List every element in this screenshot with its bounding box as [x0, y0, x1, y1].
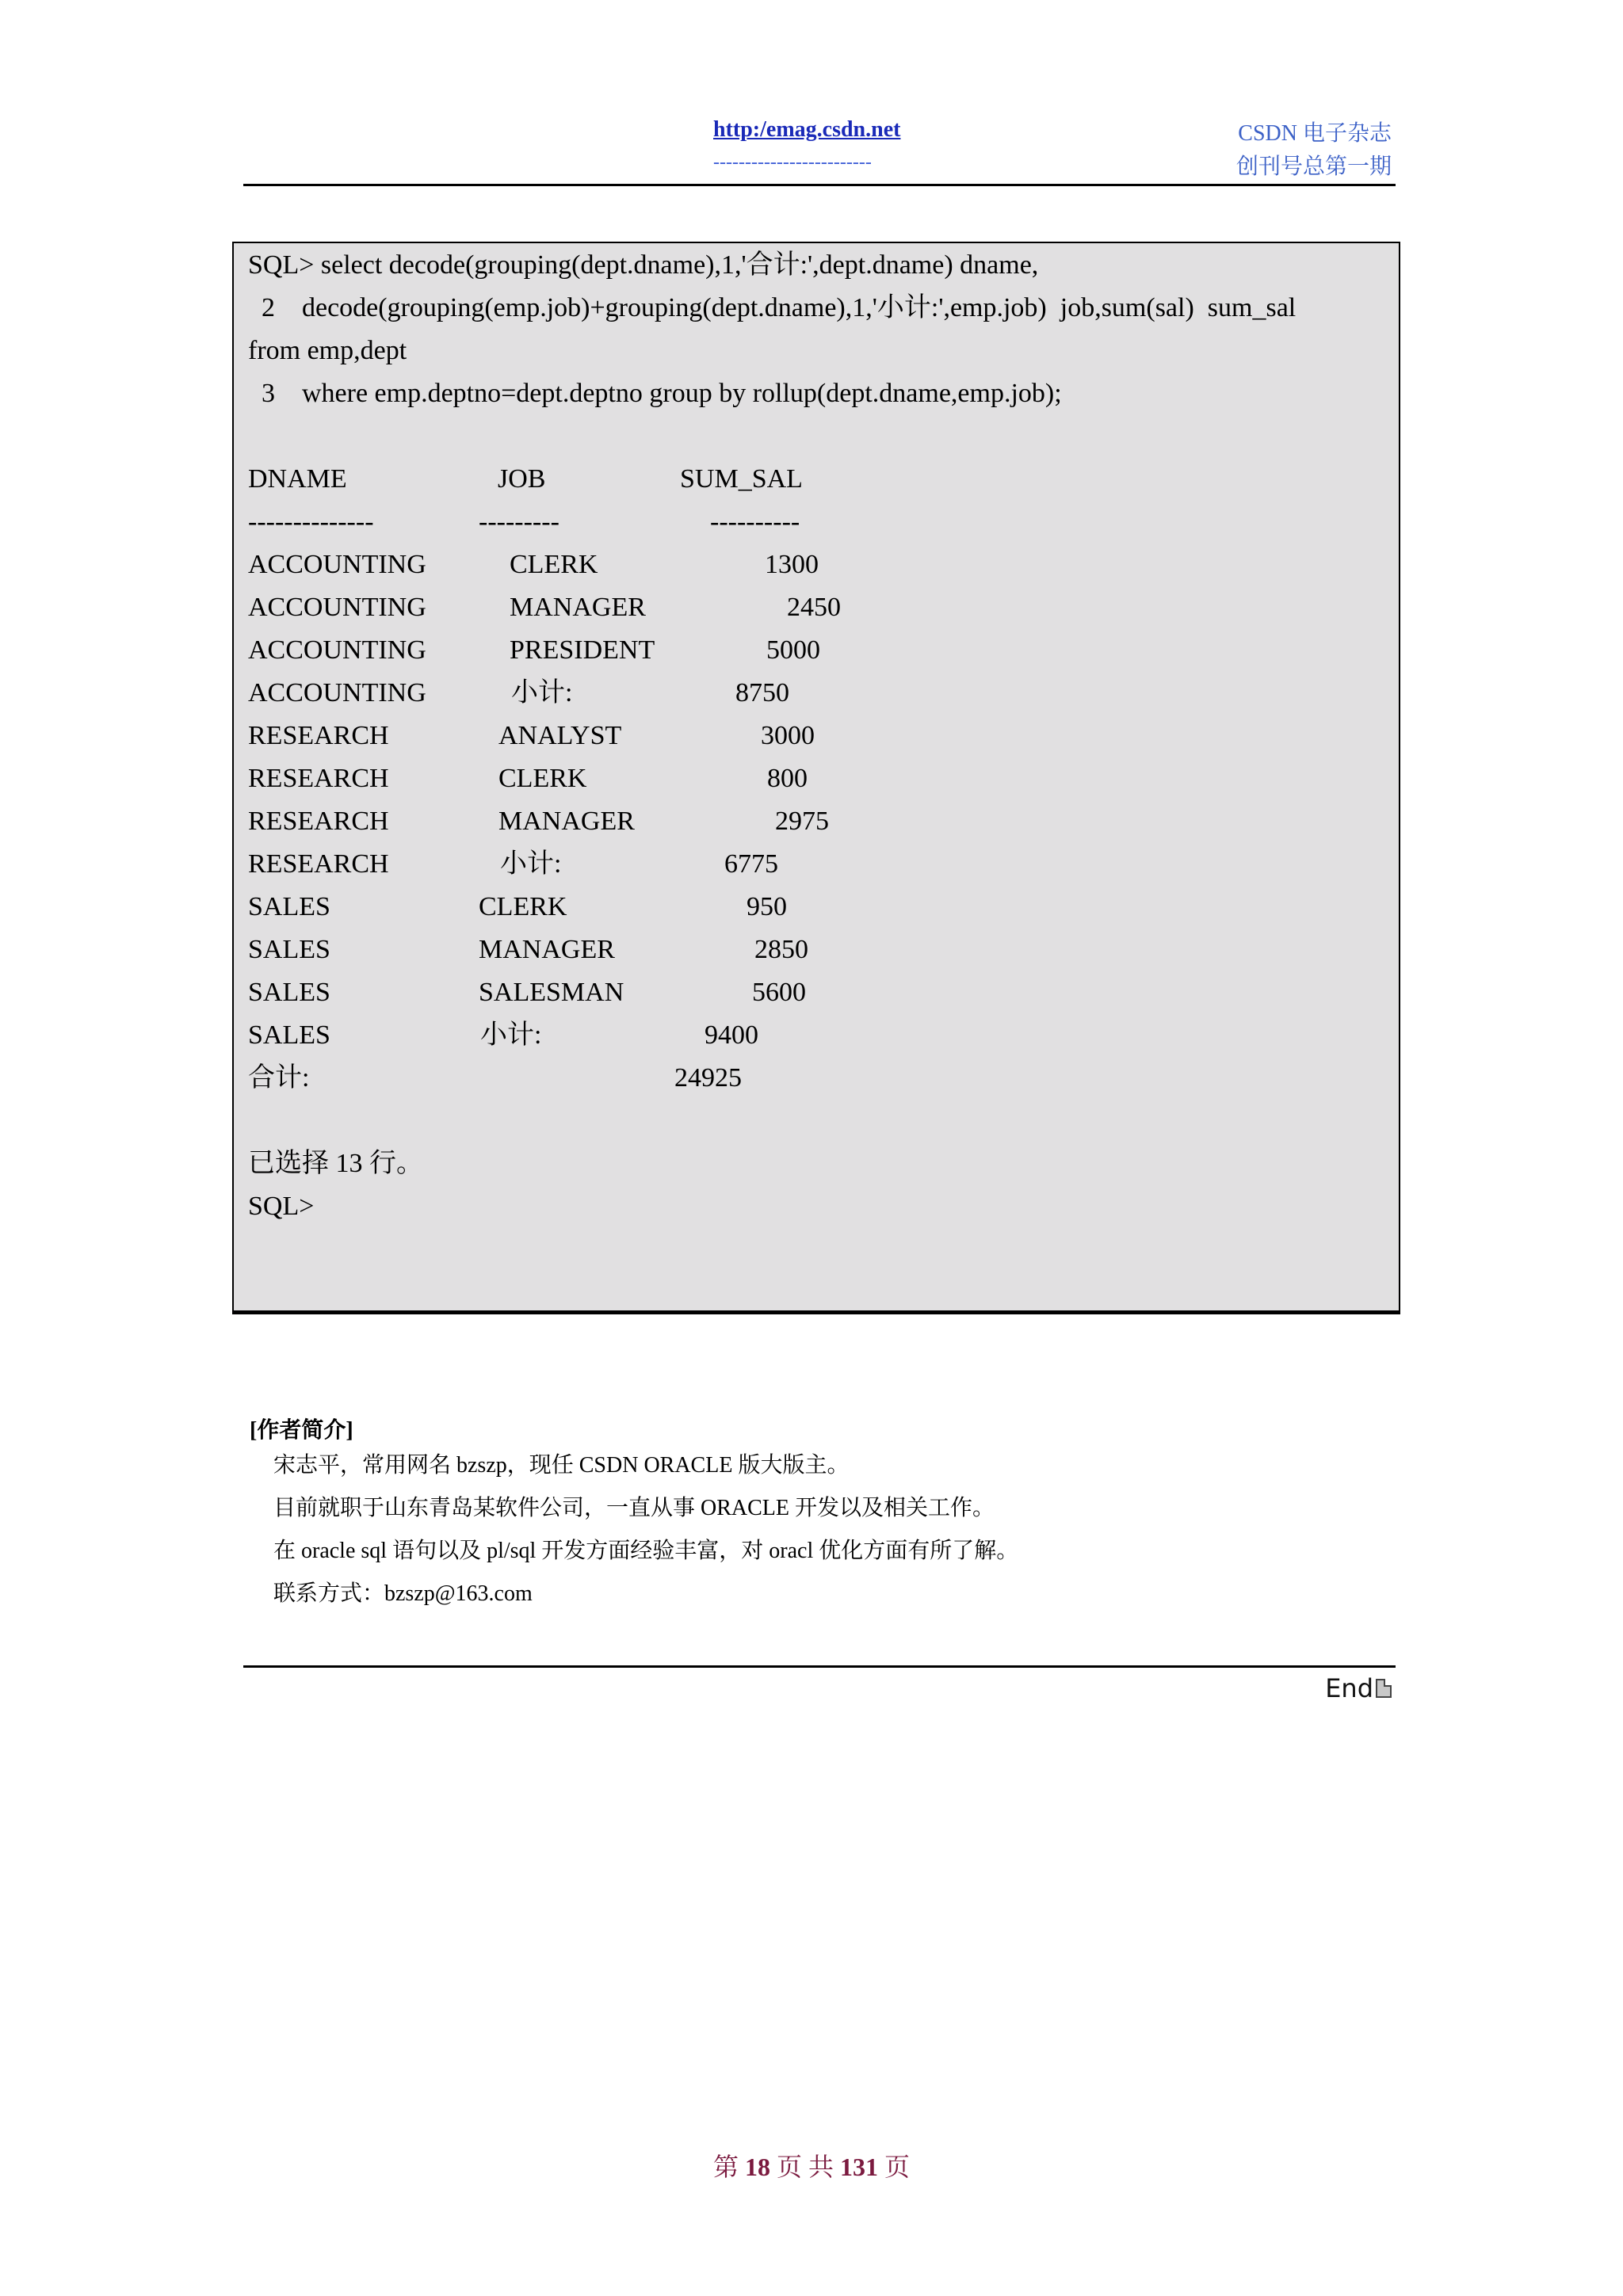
header-url-link[interactable]: http:/emag.csdn.net [713, 117, 901, 142]
cell-dname: SALES [248, 1020, 330, 1050]
rows-selected-message: 已选择 13 行。 [248, 1149, 423, 1178]
sql-line-3: from emp,dept [248, 336, 407, 365]
separator-dname: -------------- [248, 507, 374, 536]
cell-job: 小计: [480, 1020, 542, 1050]
author-bio-line: 目前就职于山东青岛某软件公司，一直从事 ORACLE 开发以及相关工作。 [273, 1496, 995, 1520]
total-page-count: 131 [840, 2153, 879, 2181]
column-header-job: JOB [498, 464, 546, 494]
cell-sum-sal: 8750 [735, 678, 789, 707]
cell-sum-sal: 5000 [766, 635, 820, 665]
header-divider [243, 184, 1396, 186]
header-magazine-info [1236, 117, 1392, 184]
cell-dname: ACCOUNTING [248, 678, 426, 707]
end-label: End [1325, 1673, 1373, 1703]
cell-job: 小计: [500, 849, 562, 879]
cell-sum-sal: 950 [747, 892, 787, 921]
footer-di: 第 [712, 2153, 739, 2181]
cell-job: CLERK [498, 764, 587, 793]
footer-ye: 页 [776, 2153, 802, 2181]
cell-sum-sal: 800 [767, 764, 808, 793]
cell-sum-sal: 1300 [765, 550, 819, 579]
cell-dname: RESEARCH [248, 807, 389, 836]
cell-dname: ACCOUNTING [248, 550, 426, 579]
cell-job: ANALYST [498, 721, 622, 750]
cell-sum-sal: 6775 [724, 849, 778, 879]
cell-job: SALESMAN [479, 978, 624, 1007]
cell-dname: RESEARCH [248, 721, 389, 750]
footer-gong: 共 [808, 2153, 834, 2181]
column-header-sum-sal: SUM_SAL [680, 464, 803, 494]
cell-sum-sal: 3000 [761, 721, 815, 750]
cell-dname: RESEARCH [248, 764, 389, 793]
cell-dname: SALES [248, 892, 330, 921]
separator-job: --------- [479, 507, 559, 536]
cell-job: MANAGER [479, 935, 615, 964]
footer-ye-2: 页 [884, 2153, 911, 2181]
current-page-number: 18 [744, 2153, 770, 2181]
cell-job: CLERK [479, 892, 567, 921]
cell-sum-sal: 24925 [674, 1063, 742, 1093]
author-heading: [作者简介] [250, 1418, 353, 1443]
cell-dname: ACCOUNTING [248, 593, 426, 622]
cell-sum-sal: 9400 [705, 1020, 758, 1050]
column-header-dname: DNAME [248, 464, 347, 494]
sql-line-4: 3 where emp.deptno=dept.deptno group by rollup(dept.dname,emp.job); [248, 379, 1062, 408]
author-bio-line: 在 oracle sql 语句以及 pl/sql 开发方面经验丰富，对 oracl 优化方面有所了解。 [273, 1539, 1019, 1563]
magazine-title: CSDN 电子杂志 [1238, 121, 1392, 146]
cell-sum-sal: 2975 [775, 807, 829, 836]
sql-prompt: SQL> [248, 1192, 315, 1221]
author-contact: 联系方式：bzszp@163.com [273, 1581, 533, 1606]
cell-job: PRESIDENT [510, 635, 655, 665]
cell-job: CLERK [510, 550, 598, 579]
cell-job: MANAGER [510, 593, 646, 622]
separator-sum-sal: ---------- [710, 507, 800, 536]
cell-job: 小计: [511, 678, 573, 707]
sql-output-box [232, 242, 1400, 1314]
page-number-footer [0, 2147, 1623, 2183]
cell-dname: ACCOUNTING [248, 635, 426, 665]
cell-sum-sal: 5600 [752, 978, 806, 1007]
author-bio-line: 宋志平，常用网名 bzszp，现任 CSDN ORACLE 版大版主。 [273, 1453, 850, 1478]
cell-dname: 合计: [248, 1063, 310, 1093]
cell-dname: SALES [248, 978, 330, 1007]
cell-dname: RESEARCH [248, 849, 389, 879]
document-icon [1376, 1679, 1392, 1698]
sql-line-1: SQL> select decode(grouping(dept.dname),1,'合计:',dept.dname) dname, [248, 250, 1039, 280]
cell-job: MANAGER [498, 807, 635, 836]
cell-sum-sal: 2450 [787, 593, 841, 622]
cell-dname: SALES [248, 935, 330, 964]
header-dashes: ------------------------- [713, 152, 872, 173]
cell-sum-sal: 2850 [754, 935, 808, 964]
sql-line-2: 2 decode(grouping(emp.job)+grouping(dept.dname),1,'小计:',emp.job) job,sum(sal) sum_sal [248, 293, 1296, 322]
end-marker [1325, 1673, 1392, 1703]
end-divider [243, 1665, 1396, 1668]
issue-label: 创刊号总第一期 [1235, 154, 1392, 179]
